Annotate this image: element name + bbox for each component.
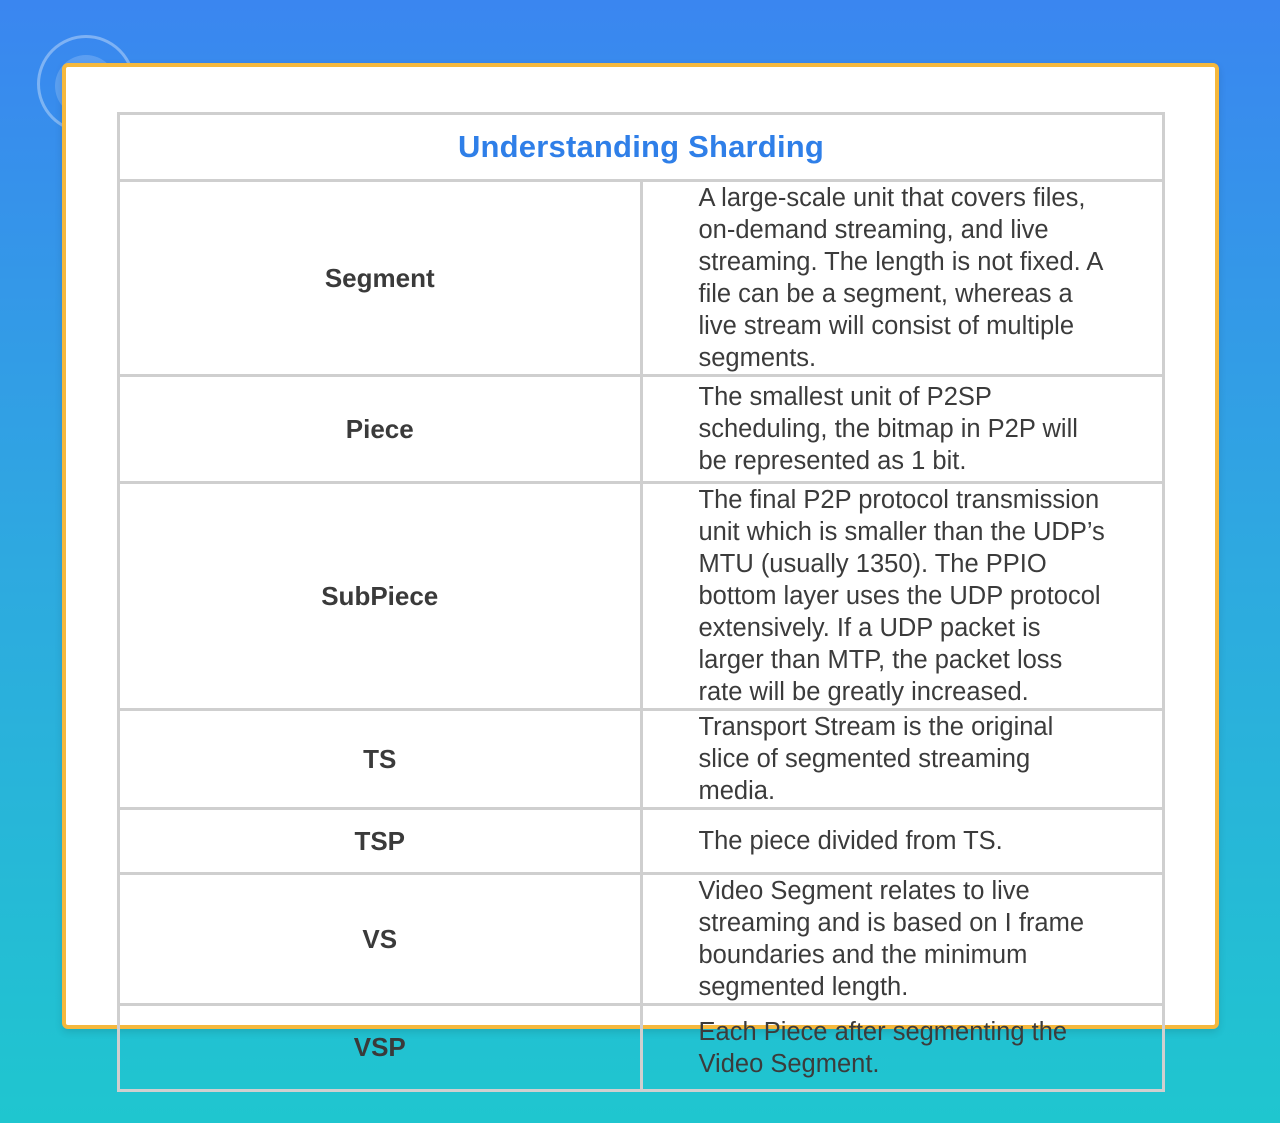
term-cell: VSP <box>119 1005 642 1091</box>
table-title: Understanding Sharding <box>119 114 1164 181</box>
term-cell: TSP <box>119 809 642 874</box>
definition-cell: Each Piece after segmenting the Video Segment. <box>641 1005 1164 1091</box>
table-row <box>119 1005 1164 1091</box>
term-cell: SubPiece <box>119 483 642 710</box>
definition-cell: The final P2P protocol transmission unit which is smaller than the UDP’s MTU (usually 1350). The PPIO bottom layer uses the UDP protocol extensively. If a UDP packet is larger than MTP, the packet loss rate will be greatly increased. <box>641 483 1164 710</box>
term-cell: TS <box>119 710 642 809</box>
table-row <box>119 874 1164 1005</box>
table-row <box>119 483 1164 710</box>
definition-cell: Transport Stream is the original slice of segmented streaming media. <box>641 710 1164 809</box>
table-row <box>119 376 1164 483</box>
term-cell: Piece <box>119 376 642 483</box>
definition-cell: A large-scale unit that covers files, on-demand streaming, and live streaming. The length is not fixed. A file can be a segment, whereas a live stream will consist of multiple segments. <box>641 181 1164 376</box>
table-row <box>119 710 1164 809</box>
definition-cell: The smallest unit of P2SP scheduling, the bitmap in P2P will be represented as 1 bit. <box>641 376 1164 483</box>
term-cell: VS <box>119 874 642 1005</box>
table-title-row <box>119 114 1164 181</box>
content-card <box>62 63 1219 1078</box>
table-row <box>119 181 1164 376</box>
definition-cell: Video Segment relates to live streaming and is based on I frame boundaries and the minimum segmented length. <box>641 874 1164 1005</box>
table-row <box>119 809 1164 874</box>
definition-cell: The piece divided from TS. <box>641 809 1164 874</box>
sharding-table <box>117 112 1165 1092</box>
term-cell: Segment <box>119 181 642 376</box>
